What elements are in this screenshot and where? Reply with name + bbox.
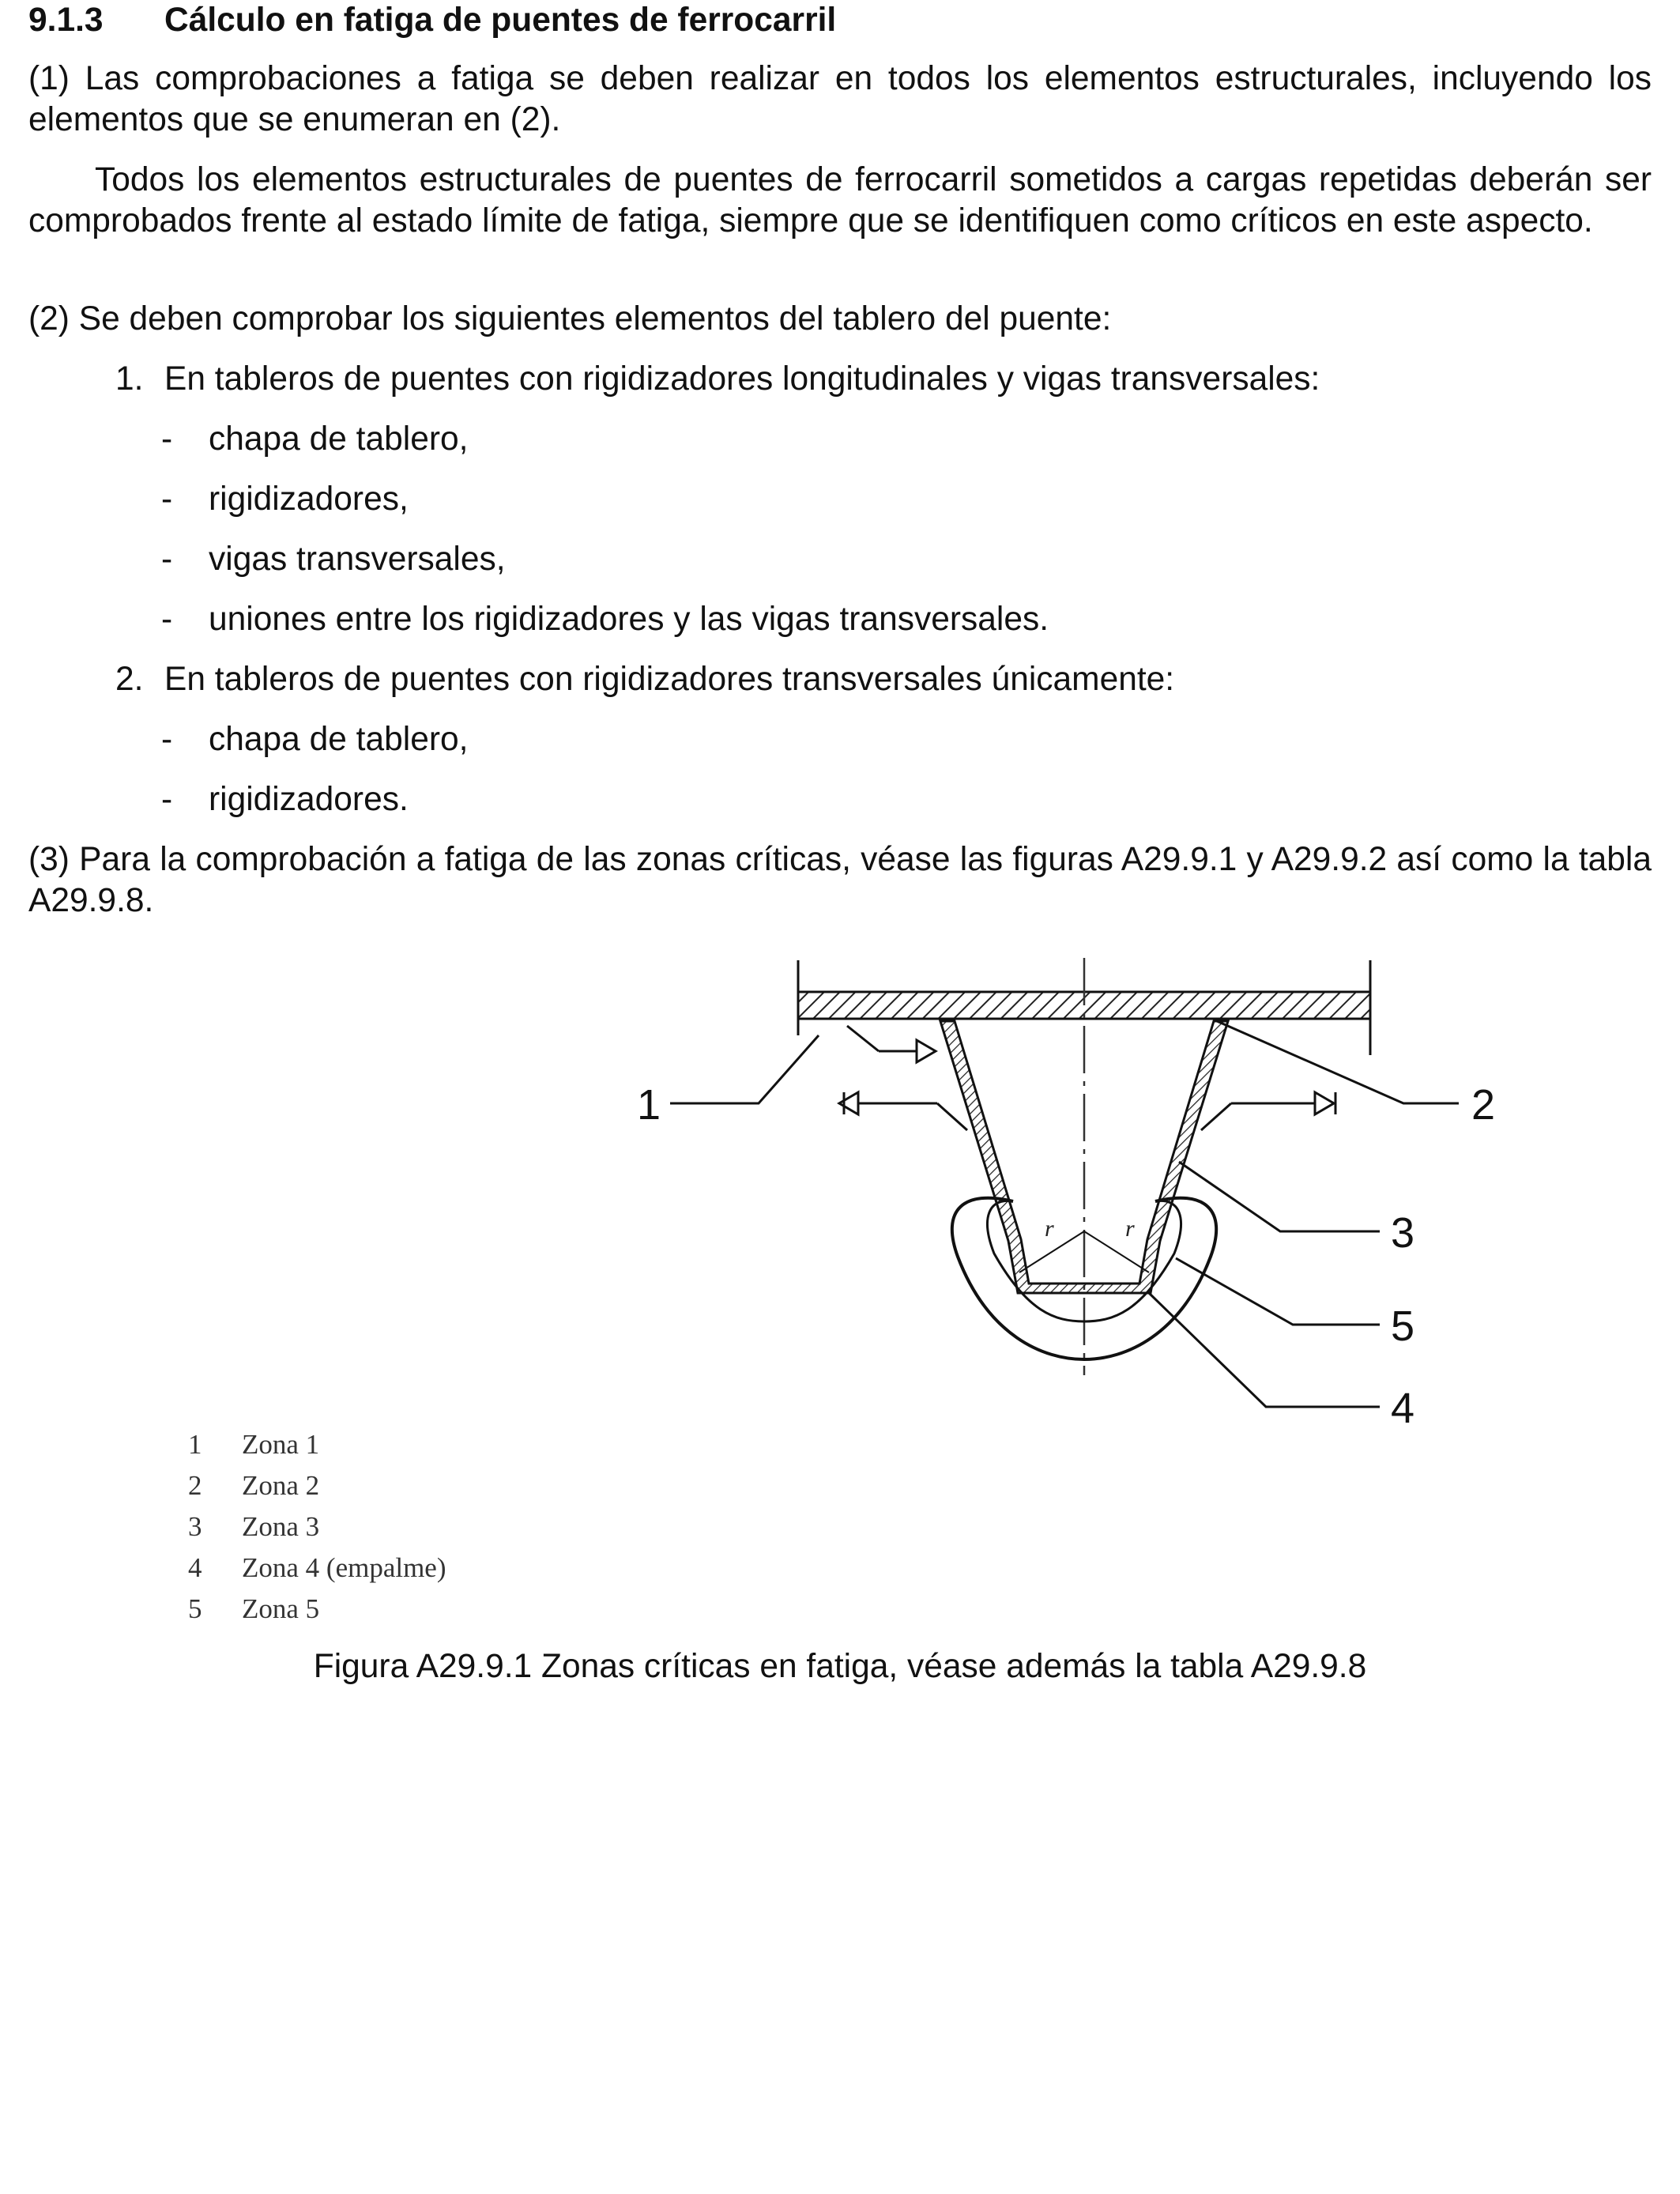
sub-item-text: rigidizadores. (209, 781, 409, 818)
callout-4: 4 (1391, 1385, 1415, 1432)
paragraph-1b: Todos los elementos estructurales de puentes de ferrocarril sometidos a cargas repetidas deberán ser comprobados frente al estado límite de fatiga, siempre que se identifiquen como críticos en este aspecto. (28, 161, 1652, 239)
legend-label: Zona 3 (242, 1511, 320, 1542)
list-number: 2. (115, 661, 144, 698)
legend-row (188, 1506, 446, 1547)
legend-row (188, 1465, 446, 1506)
list-item-2 (115, 659, 1174, 700)
sub-item-text: vigas transversales, (209, 541, 506, 578)
legend-label: Zona 4 (empalme) (242, 1552, 446, 1583)
figure-legend (188, 1424, 446, 1630)
sub-item (161, 779, 409, 820)
legend-label: Zona 1 (242, 1429, 320, 1460)
callout-5: 5 (1391, 1302, 1415, 1350)
sub-item-text: uniones entre los rigidizadores y las vigas transversales. (209, 601, 1049, 638)
paragraph-1: (1) Las comprobaciones a fatiga se deben realizar en todos los elementos estructurales, incluyendo los elementos que se enumeran en (2). (28, 60, 1652, 138)
figure-caption: Figura A29.9.1 Zonas críticas en fatiga, véase además la tabla A29.9.8 (313, 1648, 1367, 1685)
legend-key: 5 (188, 1593, 202, 1624)
sub-item (161, 599, 1049, 640)
sub-item (161, 479, 409, 520)
list-number: 1. (115, 360, 144, 398)
list-text: En tableros de puentes con rigidizadores transversales únicamente: (164, 661, 1175, 698)
legend-key: 4 (188, 1552, 202, 1583)
legend-label: Zona 2 (242, 1470, 320, 1501)
callout-1: 1 (637, 1081, 661, 1129)
callout-2: 2 (1471, 1081, 1496, 1129)
dash-marker: - (161, 541, 173, 578)
sub-item (161, 419, 468, 460)
sub-item (161, 539, 506, 580)
legend-key: 1 (188, 1429, 202, 1460)
fatigue-zones-figure (0, 933, 1680, 1454)
paragraph-2: (2) Se deben comprobar los siguientes elementos del tablero del puente: (28, 300, 1112, 337)
callout-leaders (670, 1021, 1459, 1407)
sub-item-text: rigidizadores, (209, 481, 409, 518)
dash-marker: - (161, 481, 173, 518)
sub-item (161, 719, 468, 760)
list-item-1 (115, 359, 1320, 400)
legend-row (188, 1589, 446, 1630)
dash-marker: - (161, 601, 173, 638)
legend-key: 3 (188, 1511, 202, 1542)
radius-label: r (1045, 1216, 1054, 1242)
dash-marker: - (161, 781, 173, 818)
list-text: En tableros de puentes con rigidizadores longitudinales y vigas transversales: (164, 360, 1320, 398)
radius-label: r (1125, 1216, 1135, 1242)
legend-key: 2 (188, 1470, 202, 1501)
sub-item-text: chapa de tablero, (209, 420, 469, 458)
section-title: Cálculo en fatiga de puentes de ferrocarril (164, 2, 837, 39)
paragraph-3: (3) Para la comprobación a fatiga de las zonas críticas, véase las figuras A29.9.1 y A29.9.2 así como la tabla A29.9.8. (28, 841, 1652, 919)
section-number: 9.1.3 (28, 2, 104, 39)
section-heading (28, 0, 836, 41)
dash-marker: - (161, 420, 173, 458)
legend-row (188, 1547, 446, 1589)
sub-item-text: chapa de tablero, (209, 721, 469, 758)
callout-3: 3 (1391, 1209, 1415, 1257)
dash-marker: - (161, 721, 173, 758)
legend-row (188, 1424, 446, 1465)
legend-label: Zona 5 (242, 1593, 320, 1624)
